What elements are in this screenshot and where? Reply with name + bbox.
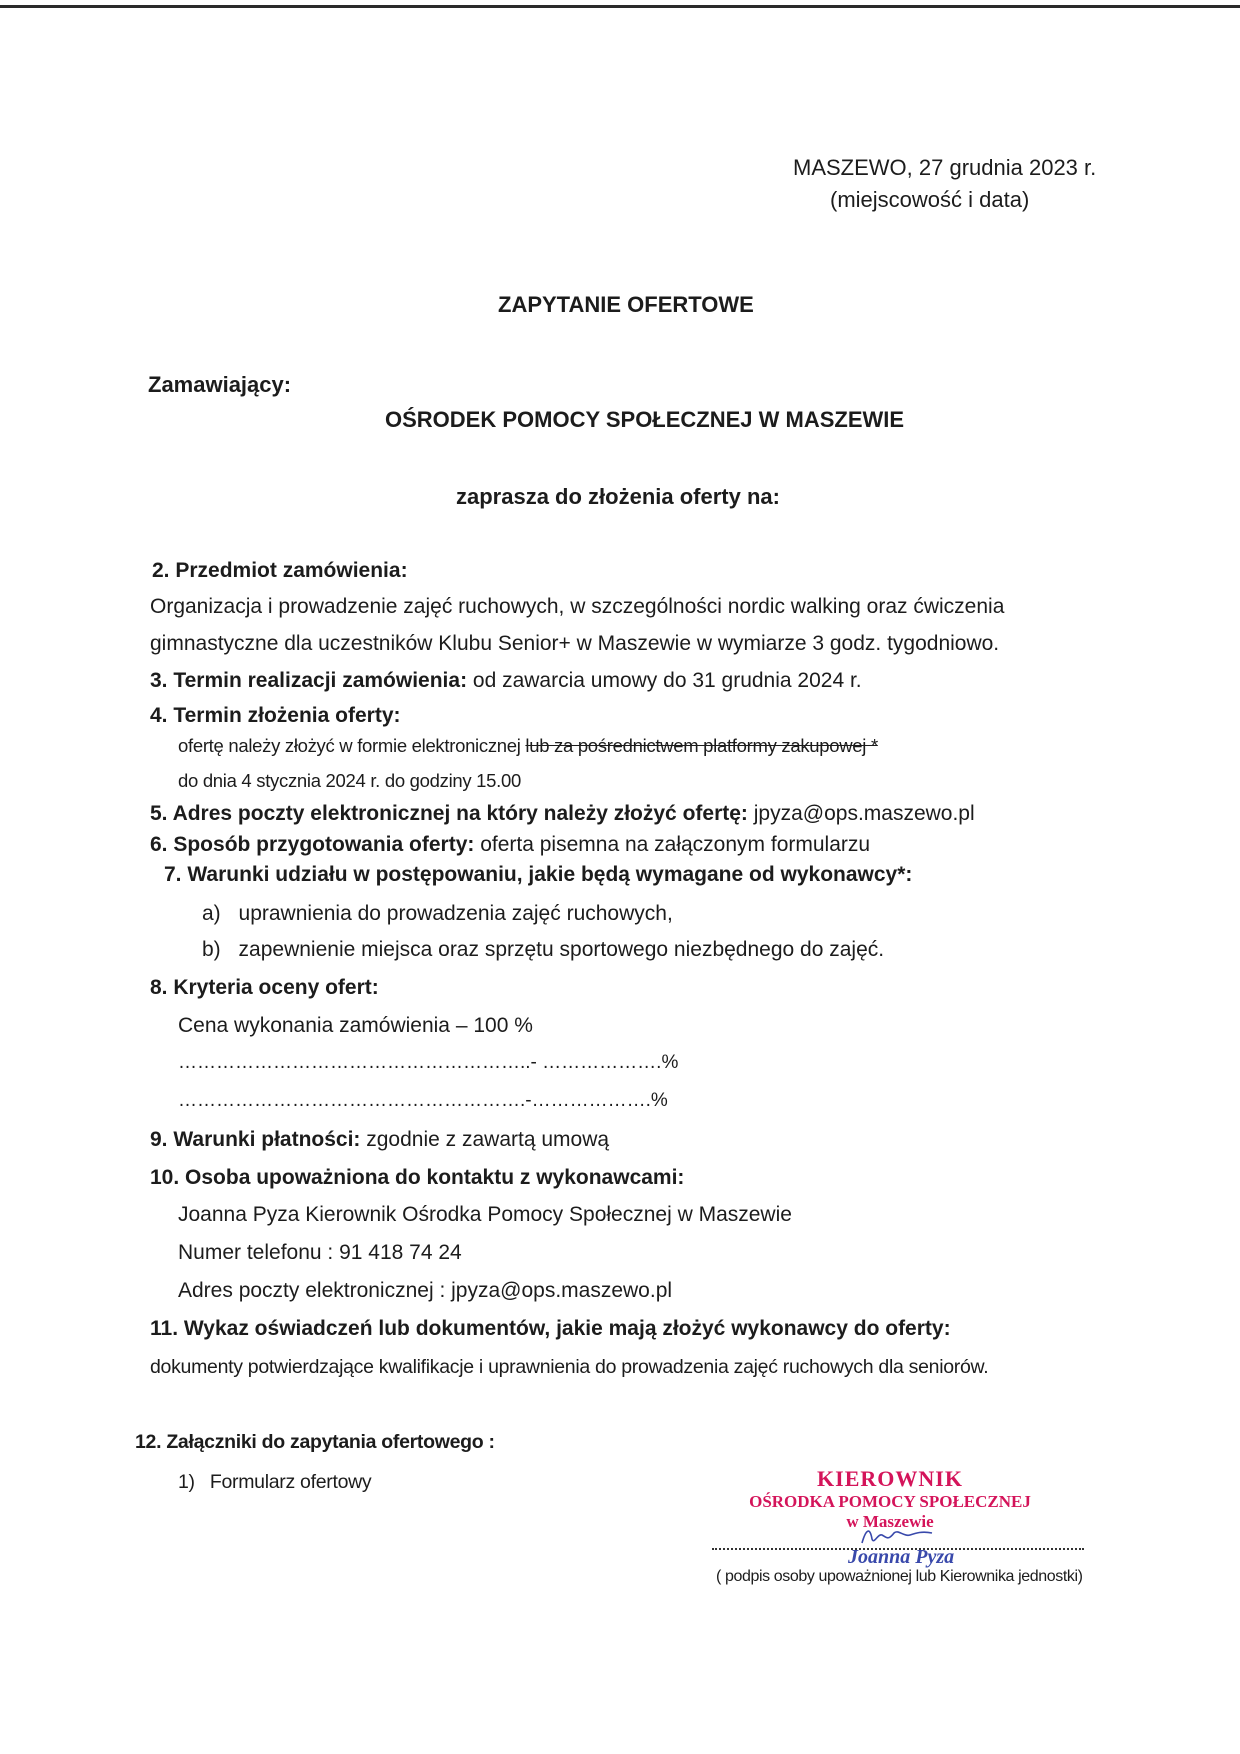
orderer-label: Zamawiający:: [148, 372, 292, 397]
section-11-heading: 11. Wykaz oświadczeń lub dokumentów, jakie mają złożyć wykonawcy do oferty:: [150, 1317, 951, 1340]
section-6-heading: 6. Sposób przygotowania oferty:: [150, 833, 475, 856]
section-6-text: oferta pisemna na załączonym formularzu: [474, 833, 871, 856]
orderer-name: OŚRODEK POMOCY SPOŁECZNEJ W MASZEWIE: [385, 407, 905, 432]
section-9-heading: 9. Warunki płatności:: [150, 1128, 361, 1151]
section-4-line-1: [178, 735, 878, 757]
list-marker: 1): [178, 1471, 195, 1493]
invitation-text: zaprasza do złożenia oferty na:: [456, 484, 780, 509]
criterion-blank-2: ……………………………………………….-……………….%: [178, 1090, 668, 1111]
signature-caption: ( podpis osoby upoważnionej lub Kierownika jednostki): [716, 1568, 1083, 1585]
top-border-line: [0, 5, 1240, 8]
section-9: [150, 1128, 609, 1152]
section-5: [150, 802, 975, 826]
section-7-item-a: [202, 902, 673, 926]
section-11-text: dokumenty potwierdzające kwalifikacje i uprawnienia do prowadzenia zajęć ruchowych dla seniorów.: [150, 1356, 989, 1378]
list-marker: b): [202, 938, 221, 961]
contact-person: Joanna Pyza Kierownik Ośrodka Pomocy Społecznej w Maszewie: [178, 1203, 792, 1226]
section-5-email: jpyza@ops.maszewo.pl: [747, 802, 975, 825]
attachment-item-1: [178, 1471, 371, 1494]
section-4-heading: 4. Termin złożenia oferty:: [150, 704, 401, 727]
price-criterion: Cena wykonania zamówienia – 100 %: [178, 1014, 533, 1037]
section-7-item-b: [202, 938, 884, 962]
document-title: ZAPYTANIE OFERTOWE: [498, 292, 754, 317]
section-12-heading: 12. Załączniki do zapytania ofertowego :: [135, 1431, 495, 1453]
section-2-line-2: gimnastyczne dla uczestników Klubu Senior+ w Maszewie w wymiarze 3 godz. tygodniowo.: [150, 632, 1000, 655]
signature-name: Joanna Pyza: [848, 1546, 955, 1568]
section-3-heading: 3. Termin realizacji zamówienia:: [150, 669, 468, 692]
criterion-blank-1: ………………………………………………..- ……………….%: [178, 1052, 679, 1073]
section-2-line-1: Organizacja i prowadzenie zajęć ruchowych, w szczególności nordic walking oraz ćwiczenia: [150, 595, 1005, 618]
list-marker: a): [202, 902, 221, 925]
struck-platform-option: lub za pośrednictwem platformy zakupowej *: [525, 735, 878, 756]
place-date: MASZEWO, 27 grudnia 2023 r.: [793, 155, 1097, 180]
place-date-caption: (miejscowość i data): [830, 187, 1030, 212]
section-5-heading: 5. Adres poczty elektronicznej na który należy złożyć ofertę:: [150, 802, 748, 825]
list-item-text: uprawnienia do prowadzenia zajęć ruchowych,: [238, 902, 673, 925]
handwritten-signature: [858, 1525, 938, 1547]
stamp-line-2: OŚRODKA POMOCY SPOŁECZNEJ: [749, 1492, 1031, 1511]
section-6: [150, 833, 870, 857]
list-item-text: Formularz ofertowy: [209, 1471, 372, 1493]
stamp-line-1: KIEROWNIK: [817, 1466, 963, 1491]
section-7-heading: 7. Warunki udziału w postępowaniu, jakie będą wymagane od wykonawcy*:: [164, 863, 913, 886]
list-item-text: zapewnienie miejsca oraz sprzętu sportowego niezbędnego do zajęć.: [238, 938, 885, 961]
section-2-heading: 2. Przedmiot zamówienia:: [152, 559, 408, 582]
submission-method: ofertę należy złożyć w formie elektronicznej: [178, 735, 526, 756]
section-8-heading: 8. Kryteria oceny ofert:: [150, 976, 379, 999]
section-3: [150, 669, 862, 693]
contact-email: Adres poczty elektronicznej : jpyza@ops.maszewo.pl: [178, 1279, 673, 1302]
stamp-line-3: w Maszewie: [846, 1512, 934, 1531]
signature-scrawl-icon: [858, 1525, 938, 1547]
section-3-text: od zawarcia umowy do 31 grudnia 2024 r.: [467, 669, 862, 692]
contact-phone: Numer telefonu : 91 418 74 24: [178, 1241, 462, 1264]
official-stamp: [740, 1466, 1040, 1532]
section-10-heading: 10. Osoba upoważniona do kontaktu z wykonawcami:: [150, 1166, 685, 1189]
section-9-text: zgodnie z zawartą umową: [360, 1128, 610, 1151]
section-4-deadline: do dnia 4 stycznia 2024 r. do godziny 15.00: [178, 770, 521, 791]
